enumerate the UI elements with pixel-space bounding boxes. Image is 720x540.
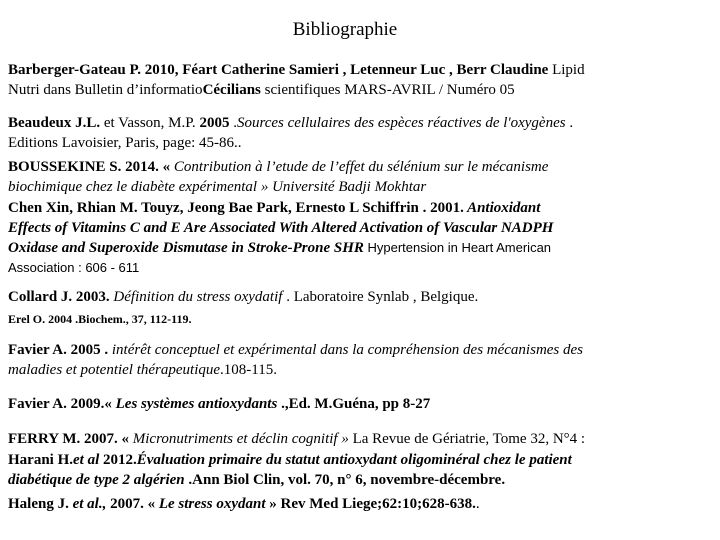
ref-text: Nutri dans Bulletin d’informatio (8, 82, 203, 98)
reference-barberger (8, 60, 714, 100)
ref-text: Lipid (548, 62, 585, 78)
reference-favier-2009 (8, 394, 714, 414)
ref-title: Oxidase and Superoxide Dismutase in Stroke-Prone SHR (8, 240, 364, 256)
page-title: Bibliographie (292, 19, 398, 40)
ref-authors: Beaudeux J.L. (8, 115, 101, 131)
ref-title: Antioxidant (463, 200, 541, 216)
ref-text: Editions Lavoisier, Paris, page: 45-86.. (8, 135, 242, 151)
ref-year: 2005 (199, 115, 230, 131)
reference-boussekine (8, 157, 714, 197)
ref-title: intérêt conceptuel et expérimental dans la compréhension des mécanismes des (108, 342, 584, 358)
ref-authors: Collard J. 2003. (8, 289, 110, 305)
reference-beaudeux (8, 113, 714, 153)
reference-ferry (8, 429, 714, 449)
ref-title: Les systèmes antioxydants (111, 396, 278, 412)
ref-journal: .Ann Biol Clin, vol. 70, n° 6, novembre-décembre. (184, 472, 506, 488)
ref-text: . (229, 115, 237, 131)
reference-harani (8, 450, 714, 490)
ref-journal: Association : 606 - 611 (8, 260, 140, 275)
ref-year: 2012. (99, 452, 137, 468)
ref-title: maladies et potentiel thérapeutique (8, 362, 221, 378)
reference-erel (8, 311, 714, 327)
ref-title: Le stress oxydant (155, 496, 266, 512)
ref-text: . (565, 115, 574, 131)
ref-journal: » Rev Med Liege;62:10;628-638. (265, 496, 476, 512)
ref-text: Cécilians (202, 82, 261, 98)
ref-title: Définition du stress oxydatif (109, 289, 283, 305)
ref-text: .,Ed. M.Guéna, pp 8-27 (277, 396, 431, 412)
ref-journal: Hypertension in Heart American (363, 240, 552, 255)
ref-text: . (475, 496, 480, 512)
ref-text: . Laboratoire Synlab , Belgique. (282, 289, 479, 305)
ref-text: Erel O. 2004 .Biochem., 37, 112-119. (8, 312, 192, 326)
ref-authors: Barberger-Gateau P. 2010, Féart Catherine Samieri , Letenneur Luc , Berr Claudine (8, 62, 549, 78)
ref-authors: Haleng J. (8, 496, 73, 512)
reference-favier-2005 (8, 340, 714, 380)
ref-authors: FERRY M. 2007. « (8, 431, 129, 447)
reference-haleng (8, 494, 714, 514)
ref-title: diabétique de type 2 algérien (8, 472, 185, 488)
ref-authors: Harani H. (8, 452, 74, 468)
ref-title: Contribution à l’etude de l’effet du sélénium sur le mécanisme (170, 159, 549, 175)
ref-title: Évaluation primaire du statut antioxydant oligominéral chez le patient (136, 452, 572, 468)
ref-year: 2007. « (106, 496, 156, 512)
ref-title: Micronutriments et déclin cognitif » (129, 431, 349, 447)
ref-text: scientifiques MARS-AVRIL / Numéro 05 (260, 82, 515, 98)
ref-text: et Vasson, M.P. (100, 115, 200, 131)
reference-chen (8, 198, 714, 278)
ref-title: Effects of Vitamins C and E Are Associated With Altered Activation of Vascular NADPH (8, 220, 554, 236)
ref-authors: Chen Xin, Rhian M. Touyz, Jeong Bae Park, Ernesto L Schiffrin . 2001. (8, 200, 464, 216)
ref-text: .108-115. (220, 362, 277, 378)
ref-authors: Favier A. 2005 . (8, 342, 109, 358)
ref-authors: BOUSSEKINE S. 2014. « (8, 159, 171, 175)
ref-title: Sources cellulaires des espèces réactives de l'oxygènes (236, 115, 566, 131)
ref-text: et al., (72, 496, 107, 512)
ref-title: biochimique chez le diabète expérimental » Université Badji Mokhtar (8, 179, 427, 195)
ref-text: et al (73, 452, 100, 468)
ref-authors: Favier A. 2009.« (8, 396, 112, 412)
ref-text: La Revue de Gériatrie, Tome 32, N°4 : (348, 431, 586, 447)
reference-collard (8, 287, 714, 307)
